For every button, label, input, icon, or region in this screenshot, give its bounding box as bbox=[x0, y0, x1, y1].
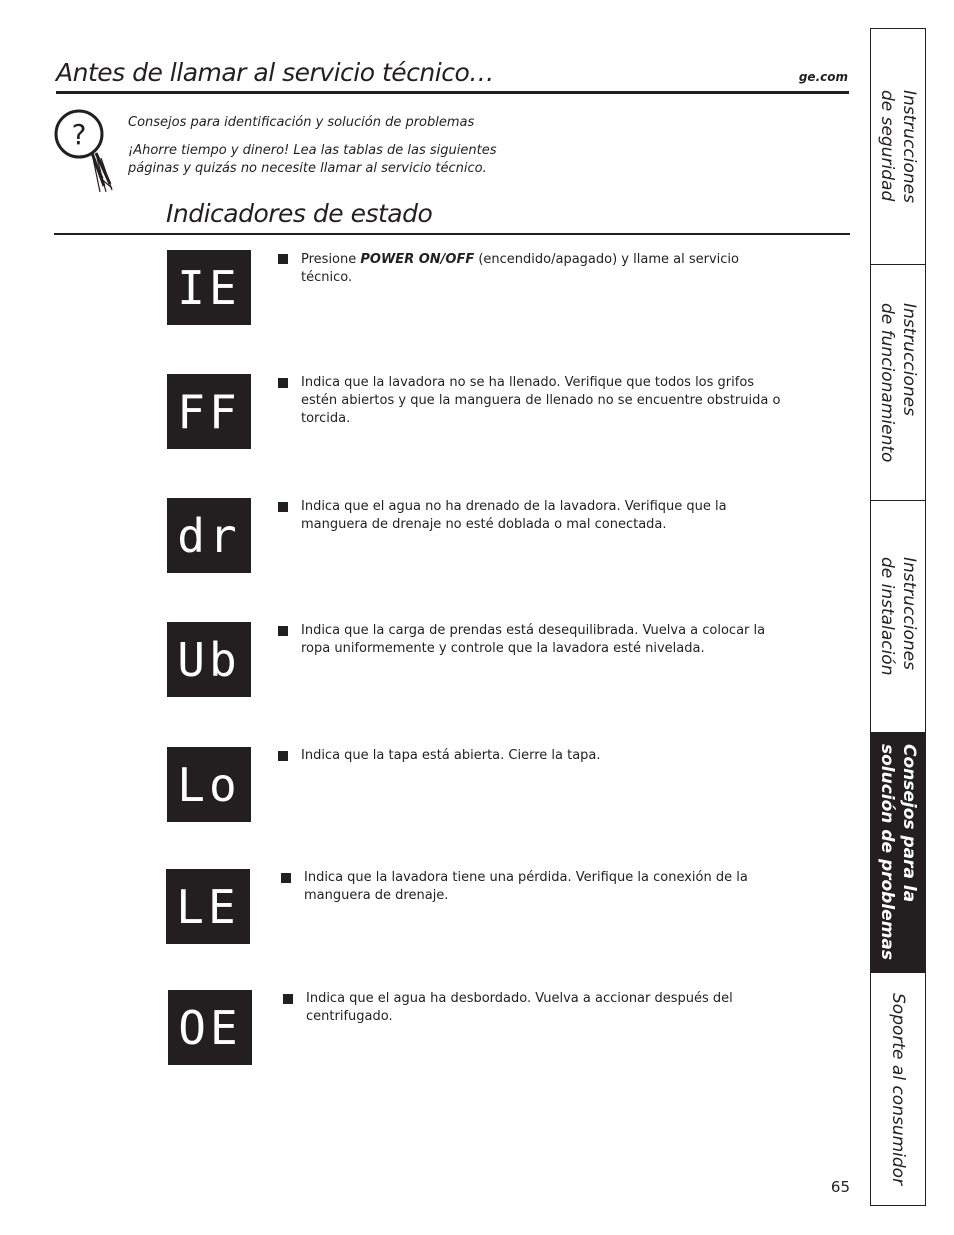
status-description: Indica que la carga de prendas está desequilibrada. Vuelva a colocar la ropa uniformemente y controle que la lavadora esté nivelada. bbox=[301, 623, 766, 656]
status-display bbox=[167, 250, 251, 325]
status-description: Indica que la lavadora no se ha llenado. Verifique que todos los grifos estén abiertos y que la manguera de llenado no se encuentre obstruida o torcida. bbox=[301, 375, 781, 426]
status-description: Indica que la lavadora tiene una pérdida. Verifique la conexión de la manguera de drenaje. bbox=[304, 870, 748, 903]
status-code: Lo bbox=[177, 757, 241, 812]
section-divider bbox=[54, 233, 850, 235]
status-display bbox=[167, 622, 251, 697]
status-code: LE bbox=[176, 879, 240, 934]
status-code: OE bbox=[178, 1000, 242, 1055]
section-tabs bbox=[870, 28, 926, 1206]
status-display bbox=[167, 747, 251, 822]
square-bullet-icon bbox=[278, 254, 288, 264]
status-description: Indica que el agua no ha drenado de la lavadora. Verifique que la manguera de drenaje no esté doblada o mal conectada. bbox=[301, 499, 727, 532]
intro-note-line1: ¡Ahorre tiempo y dinero! Lea las tablas de las siguientes bbox=[128, 143, 497, 158]
square-bullet-icon bbox=[278, 751, 288, 761]
tab-solucion-problemas[interactable] bbox=[871, 733, 925, 973]
section-title: Indicadores de estado bbox=[166, 199, 433, 228]
status-description bbox=[301, 251, 781, 287]
status-code-row-ub bbox=[0, 622, 860, 702]
status-description: Indica que el agua ha desbordado. Vuelva a accionar después del centrifugado. bbox=[306, 991, 733, 1024]
square-bullet-icon bbox=[278, 626, 288, 636]
square-bullet-icon bbox=[278, 378, 288, 388]
status-code: IE bbox=[177, 260, 241, 315]
status-code-row-oe bbox=[0, 990, 860, 1070]
status-code: Ub bbox=[177, 632, 241, 687]
tab-instrucciones-funcionamiento[interactable] bbox=[871, 265, 925, 501]
tab-label: Instrucciones de seguridad bbox=[877, 90, 919, 203]
tab-label: Instrucciones de instalación bbox=[877, 557, 919, 676]
intro-note bbox=[128, 142, 548, 178]
status-description: Indica que la tapa está abierta. Cierre la tapa. bbox=[301, 748, 601, 763]
status-display bbox=[167, 374, 251, 449]
status-code-row-lo bbox=[0, 747, 860, 827]
status-display bbox=[166, 869, 250, 944]
tab-instrucciones-seguridad[interactable] bbox=[871, 29, 925, 265]
square-bullet-icon bbox=[283, 994, 293, 1004]
status-code: FF bbox=[177, 384, 241, 439]
status-code-row-le bbox=[0, 869, 860, 949]
square-bullet-icon bbox=[281, 873, 291, 883]
square-bullet-icon bbox=[278, 502, 288, 512]
header-divider bbox=[56, 91, 849, 94]
tab-label: Instrucciones de funcionamiento bbox=[877, 302, 919, 463]
tab-label: Soporte al consumidor bbox=[888, 992, 908, 1186]
status-description-pre: Presione bbox=[301, 252, 361, 267]
status-code-row-ff bbox=[0, 374, 860, 454]
svg-text:?: ? bbox=[71, 118, 87, 151]
intro-note-line2: páginas y quizás no necesite llamar al servicio técnico. bbox=[128, 161, 487, 176]
power-button-name: POWER ON/OFF bbox=[360, 252, 475, 267]
status-description-post: (encendido/apagado) y llame al servicio técnico. bbox=[301, 252, 739, 285]
tab-instrucciones-instalacion[interactable] bbox=[871, 501, 925, 733]
status-code-row-ie bbox=[0, 250, 860, 330]
status-code: dr bbox=[177, 508, 241, 563]
tab-label: Consejos para la solución de problemas bbox=[877, 744, 919, 961]
question-magnifier-icon bbox=[52, 106, 124, 196]
site-link[interactable]: ge.com bbox=[798, 70, 848, 84]
intro-subtitle: Consejos para identificación y solución de problemas bbox=[128, 115, 475, 130]
status-display bbox=[167, 498, 251, 573]
page-title: Antes de llamar al servicio técnico… bbox=[56, 58, 494, 87]
intro-block bbox=[128, 114, 548, 178]
status-code-row-dr bbox=[0, 498, 860, 578]
tab-soporte-consumidor[interactable] bbox=[871, 973, 925, 1205]
page-number: 65 bbox=[830, 1178, 850, 1196]
status-display bbox=[168, 990, 252, 1065]
